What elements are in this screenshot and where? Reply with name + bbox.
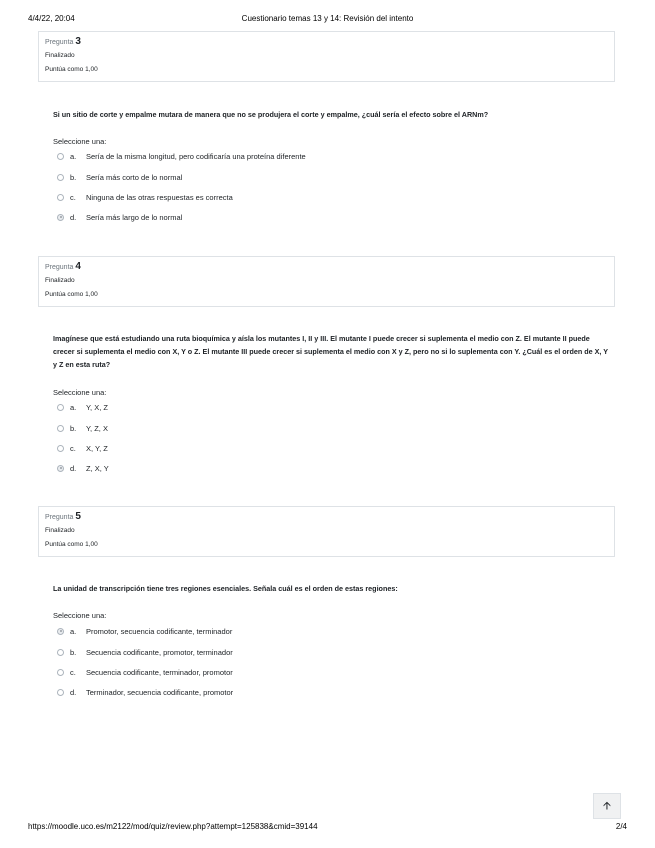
option-letter: b.: [70, 647, 77, 657]
question-label: Pregunta: [45, 264, 74, 271]
option-text: Y, Z, X: [86, 423, 108, 433]
print-date: 4/4/22, 20:04: [28, 14, 75, 23]
option-letter: d.: [70, 687, 77, 697]
question-status: Finalizado: [45, 277, 75, 284]
option-letter: c.: [70, 667, 76, 677]
option-text: Secuencia codificante, promotor, terminador: [86, 647, 233, 657]
answer-option[interactable]: [57, 401, 108, 413]
radio-button[interactable]: [57, 649, 64, 656]
answer-option[interactable]: [57, 442, 108, 454]
option-text: Ninguna de las otras respuestas es correcta: [86, 192, 233, 202]
option-text: Sería más corto de lo normal: [86, 172, 183, 182]
back-to-top-button[interactable]: [593, 793, 621, 819]
option-text: Z, X, Y: [86, 463, 109, 473]
print-url: https://moodle.uco.es/m2122/mod/quiz/review.php?attempt=125838&cmid=39144: [28, 822, 318, 831]
question-score: Puntúa como 1,00: [45, 541, 98, 548]
radio-button-selected[interactable]: [57, 628, 64, 635]
answer-option[interactable]: [57, 666, 233, 678]
question-text-4: Imagínese que está estudiando una ruta bioquímica y aísla los mutantes I, II y III. El mutante I puede crecer si suplementa el medio con Z. El mutante II puede crecer si suplementa el medio con X, Y o Z. El mutante III puede crecer si suplementa el medio con X y Z, pero no si lo suplementa con Y. ¿Cuál es el orden de X, Y y Z en esta ruta?: [53, 334, 608, 369]
question-info-5: [38, 506, 615, 557]
select-prompt: Seleccione una:: [53, 611, 107, 620]
question-score: Puntúa como 1,00: [45, 66, 98, 73]
option-text: Terminador, secuencia codificante, promotor: [86, 687, 234, 697]
radio-button-selected[interactable]: [57, 465, 64, 472]
question-label: Pregunta: [45, 39, 74, 46]
radio-button[interactable]: [57, 689, 64, 696]
answer-option[interactable]: [57, 625, 232, 637]
radio-button[interactable]: [57, 174, 64, 181]
answer-option[interactable]: [57, 422, 108, 434]
question-info-4: [38, 256, 615, 307]
option-text: Secuencia codificante, terminador, promotor: [86, 667, 233, 677]
radio-button[interactable]: [57, 445, 64, 452]
question-text-5: La unidad de transcripción tiene tres regiones esenciales. Señala cuál es el orden de estas regiones:: [53, 584, 398, 593]
select-prompt: Seleccione una:: [53, 388, 107, 397]
answer-option[interactable]: [57, 462, 109, 474]
option-letter: d.: [70, 212, 77, 222]
option-letter: a.: [70, 151, 77, 161]
arrow-up-icon: 🡩: [603, 799, 611, 812]
radio-button[interactable]: [57, 669, 64, 676]
question-number: 4: [75, 261, 81, 272]
print-page-number: 2/4: [615, 822, 627, 831]
radio-button-selected[interactable]: [57, 214, 64, 221]
option-letter: b.: [70, 172, 77, 182]
option-text: Sería más largo de lo normal: [86, 212, 183, 222]
option-letter: b.: [70, 423, 77, 433]
radio-button[interactable]: [57, 194, 64, 201]
answer-option[interactable]: [57, 211, 182, 223]
question-number: 3: [75, 36, 81, 47]
option-text: Sería de la misma longitud, pero codificaría una proteína diferente: [86, 151, 306, 161]
option-letter: a.: [70, 402, 77, 412]
answer-option[interactable]: [57, 171, 182, 183]
option-text: Y, X, Z: [86, 402, 108, 412]
option-text: Promotor, secuencia codificante, terminador: [86, 626, 233, 636]
answer-option[interactable]: [57, 191, 233, 203]
question-number: 5: [75, 511, 81, 522]
option-text: X, Y, Z: [86, 443, 108, 453]
question-label: Pregunta: [45, 514, 74, 521]
answer-option[interactable]: [57, 150, 306, 162]
option-letter: a.: [70, 626, 77, 636]
radio-button[interactable]: [57, 425, 64, 432]
select-prompt: Seleccione una:: [53, 137, 107, 146]
answer-option[interactable]: [57, 646, 233, 658]
question-text-3: Si un sitio de corte y empalme mutara de manera que no se produjera el corte y empalme, ¿cuál sería el efecto sobre el ARNm?: [53, 110, 489, 119]
option-letter: d.: [70, 463, 77, 473]
question-status: Finalizado: [45, 52, 75, 59]
answer-option[interactable]: [57, 686, 233, 698]
option-letter: c.: [70, 192, 76, 202]
question-info-3: [38, 31, 615, 82]
print-title: Cuestionario temas 13 y 14: Revisión del intento: [241, 14, 414, 23]
option-letter: c.: [70, 443, 76, 453]
radio-button[interactable]: [57, 153, 64, 160]
question-score: Puntúa como 1,00: [45, 291, 98, 298]
question-status: Finalizado: [45, 527, 75, 534]
radio-button[interactable]: [57, 404, 64, 411]
